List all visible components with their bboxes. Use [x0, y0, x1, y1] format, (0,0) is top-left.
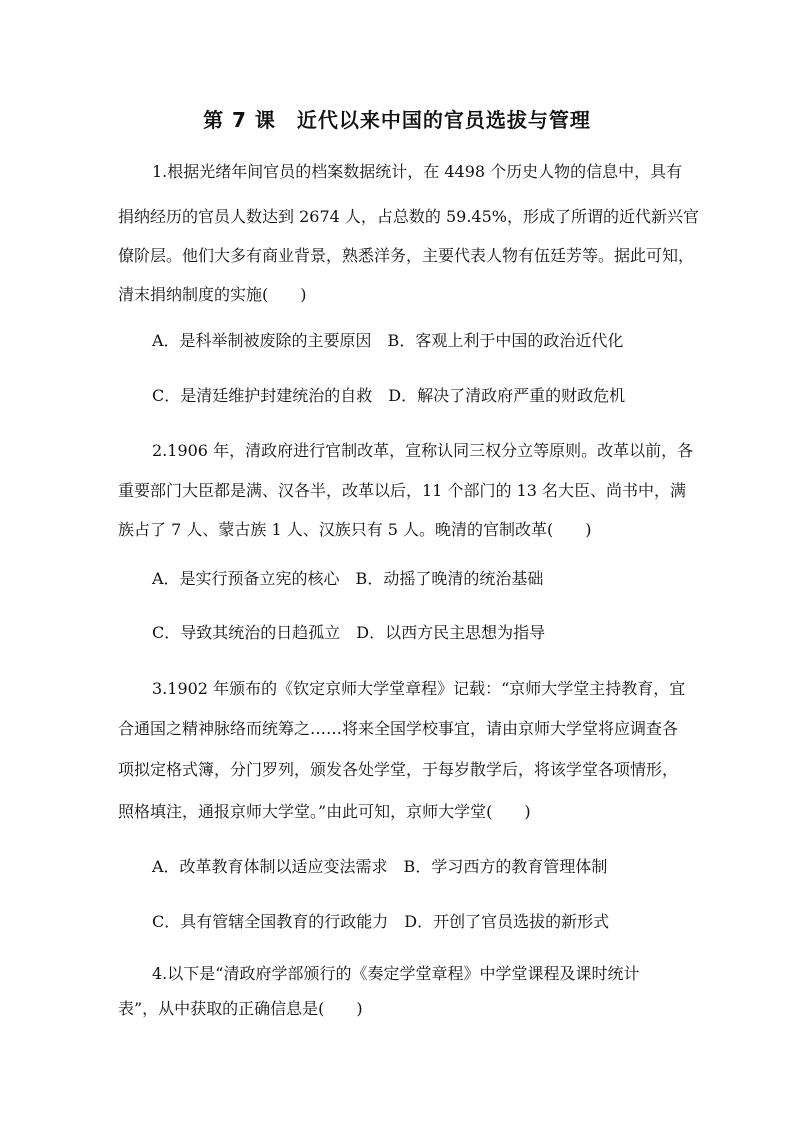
question-3-line-1: 3.1902 年颁布的《钦定京师大学堂章程》记载：“京师大学堂主持教育，宜: [152, 679, 686, 698]
question-2-options-cd: C．导致其统治的日趋孤立 D．以西方民主思想为指导: [152, 623, 546, 642]
question-1-line-1: 1.根据光绪年间官员的档案数据统计，在 4498 个历史人物的信息中，具有: [152, 162, 683, 181]
question-2-line-2: 重要部门大臣都是满、汉各半，改革以后，11 个部门的 13 名大臣、尚书中，满: [118, 481, 686, 500]
question-2-line-1: 2.1906 年，清政府进行官制改革，宣称认同三权分立等原则。改革以前，各: [152, 441, 694, 460]
question-3-options-ab: A．改革教育体制以适应变法需求 B．学习西方的教育管理体制: [152, 857, 608, 876]
question-3-line-4: 照格填注，通报京师大学堂。”由此可知，京师大学堂( ): [118, 802, 531, 821]
question-2-line-3: 族占了 7 人、蒙古族 1 人、汉族只有 5 人。晚清的官制改革( ): [118, 520, 592, 539]
question-2-options-ab: A．是实行预备立宪的核心 B．动摇了晚清的统治基础: [152, 569, 544, 588]
question-3-line-2: 合通国之精神脉络而统筹之……将来全国学校事宜，请由京师大学堂将应调查各: [118, 719, 679, 738]
question-4-line-1: 4.以下是“清政府学部颁行的《奏定学堂章程》中学堂课程及课时统计: [152, 964, 640, 983]
question-1-line-3: 僚阶层。他们大多有商业背景，熟悉洋务，主要代表人物有伍廷芳等。据此可知，: [118, 246, 695, 265]
lesson-title: 第 7 课 近代以来中国的官员选拔与管理: [203, 108, 591, 132]
question-1-line-4: 清末捐纳制度的实施( ): [118, 285, 307, 304]
question-1-options-cd: C．是清廷维护封建统治的自救 D．解决了清政府严重的财政危机: [152, 386, 626, 405]
question-1-options-ab: A．是科举制被废除的主要原因 B．客观上利于中国的政治近代化: [152, 331, 624, 350]
question-3-options-cd: C．具有管辖全国教育的行政能力 D．开创了官员选拔的新形式: [152, 912, 610, 931]
question-4-line-2: 表”，从中获取的正确信息是( ): [118, 999, 363, 1018]
question-3-line-3: 项拟定格式簿，分门罗列，颁发各处学堂，于每岁散学后，将该学堂各项情形，: [118, 760, 679, 779]
question-1-line-2: 捐纳经历的官员人数达到 2674 人，占总数的 59.45%，形成了所谓的近代新兴官: [118, 207, 699, 226]
